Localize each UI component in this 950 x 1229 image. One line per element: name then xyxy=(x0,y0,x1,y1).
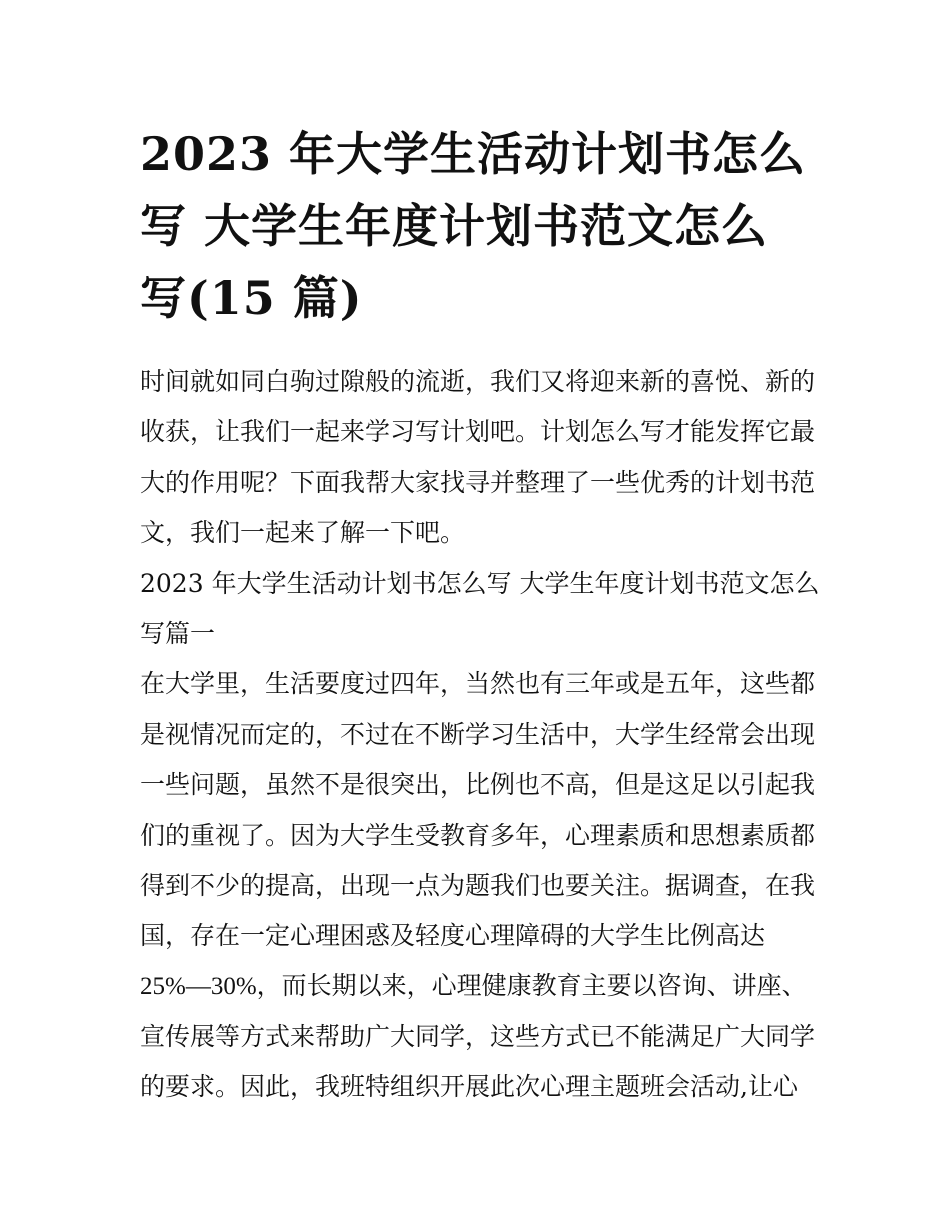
paragraph-line: 得到不少的提高，出现一点为题我们也要关注。据调查，在我 xyxy=(140,870,816,900)
paragraph-line: 在大学里，生活要度过四年，当然也有三年或是五年，这些都 xyxy=(140,669,816,699)
section-heading-line: 2023 年大学生活动计划书怎么写 大学生年度计划书范文怎么 xyxy=(140,568,820,598)
paragraph-line: 国，存在一定心理困惑及轻度心理障碍的大学生比例高达 xyxy=(140,921,766,951)
section-heading-line: 写篇一 xyxy=(140,618,216,648)
paragraph-line: 25%—30%，而长期以来，心理健康教育主要以咨询、讲座、 xyxy=(140,972,807,1000)
document-body xyxy=(140,357,820,1113)
intro-line: 收获，让我们一起来学习写计划吧。计划怎么写才能发挥它最 xyxy=(140,417,816,447)
document-title xyxy=(140,118,820,334)
intro-line: 大的作用呢？下面我帮大家找寻并整理了一些优秀的计划书范 xyxy=(140,467,816,497)
title-line: 2023 年大学生活动计划书怎么 xyxy=(140,127,807,181)
paragraph-line: 是视情况而定的，不过在不断学习生活中，大学生经常会出现 xyxy=(140,719,816,749)
title-line: 写(15 篇) xyxy=(140,271,363,325)
title-line: 写 大学生年度计划书范文怎么 xyxy=(140,199,769,253)
paragraph-line: 一些问题，虽然不是很突出，比例也不高，但是这足以引起我 xyxy=(140,770,816,800)
intro-line: 文，我们一起来了解一下吧。 xyxy=(140,518,466,548)
paragraph-line: 们的重视了。因为大学生受教育多年，心理素质和思想素质都 xyxy=(140,820,816,850)
paragraph-line: 宣传展等方式来帮助广大同学，这些方式已不能满足广大同学 xyxy=(140,1022,816,1052)
intro-line: 时间就如同白驹过隙般的流逝，我们又将迎来新的喜悦、新的 xyxy=(140,367,816,396)
paragraph-line: 的要求。因此，我班特组织开展此次心理主题班会活动,让心 xyxy=(140,1072,798,1102)
